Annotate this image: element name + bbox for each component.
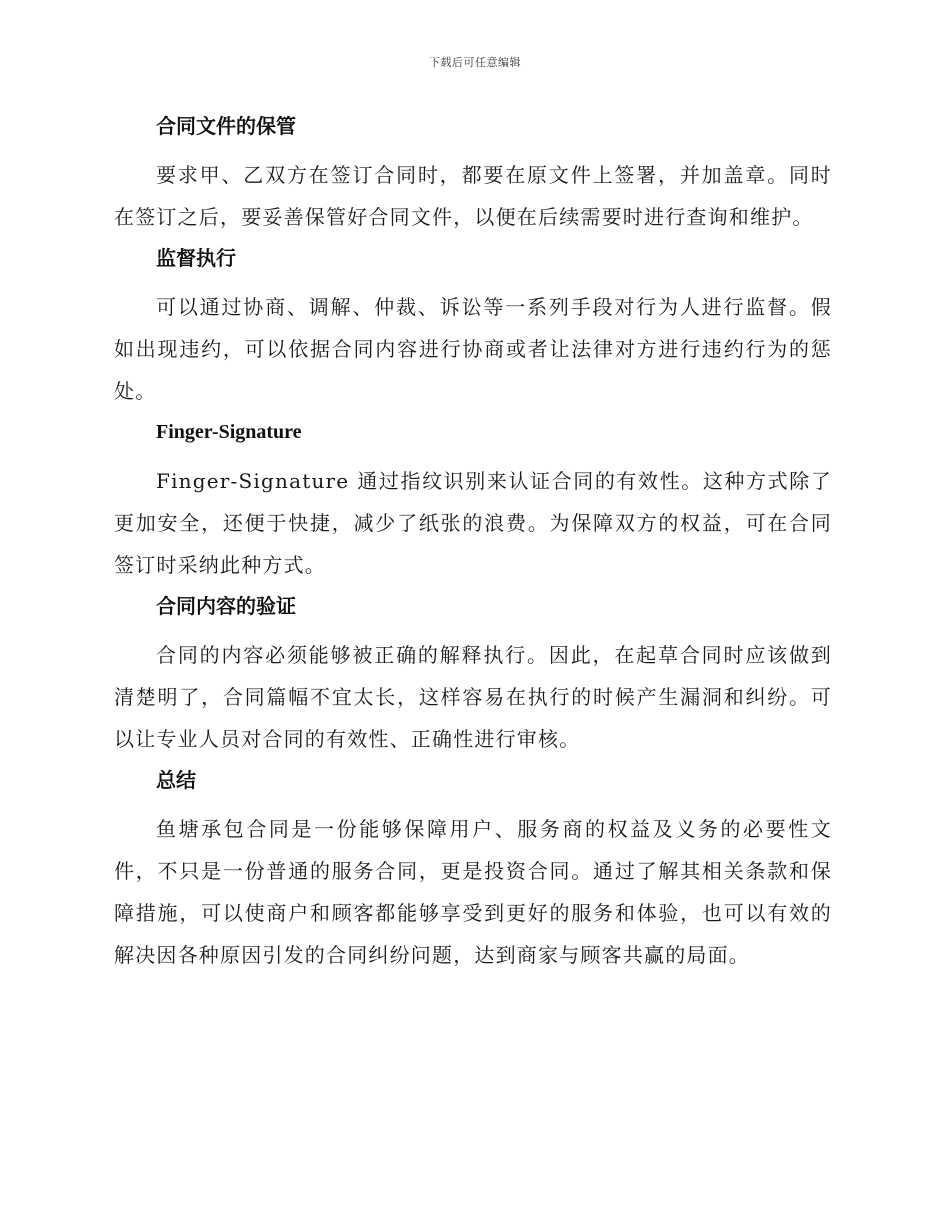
section-finger-signature (114, 418, 832, 586)
document-body (114, 112, 832, 982)
section-supervision (114, 244, 832, 412)
section-contract-storage (114, 112, 832, 238)
section-paragraph: 可以通过协商、调解、仲裁、诉讼等一系列手段对行为人进行监督。假如出现违约，可以依据合同内容进行协商或者让法律对方进行违约行为的惩处。 (114, 295, 832, 403)
page-header: 下载后可任意编辑 (429, 56, 521, 69)
section-paragraph: 要求甲、乙双方在签订合同时，都要在原文件上签署，并加盖章。同时在签订之后，要妥善保管好合同文件，以便在后续需要时进行查询和维护。 (114, 163, 832, 229)
section-summary (114, 766, 832, 976)
section-paragraph: 鱼塘承包合同是一份能够保障用户、服务商的权益及义务的必要性文件，不只是一份普通的服务合同，更是投资合同。通过了解其相关条款和保障措施，可以使商户和顾客都能够享受到更好的服务和体验，也可以有效的解决因各种原因引发的合同纠纷问题，达到商家与顾客共赢的局面。 (114, 817, 832, 967)
section-heading: 合同内容的验证 (156, 594, 296, 618)
section-paragraph: Finger-Signature 通过指纹识别来认证合同的有效性。这种方式除了更加安全，还便于快捷，减少了纸张的浪费。为保障双方的权益，可在合同签订时采纳此种方式。 (114, 469, 832, 577)
section-heading: Finger-Signature (156, 421, 302, 443)
section-paragraph: 合同的内容必须能够被正确的解释执行。因此，在起草合同时应该做到清楚明了，合同篇幅不宜太长，这样容易在执行的时候产生漏洞和纠纷。可以让专业人员对合同的有效性、正确性进行审核。 (114, 643, 832, 751)
section-heading: 监督执行 (156, 246, 236, 270)
section-content-verification (114, 592, 832, 760)
section-heading: 合同文件的保管 (156, 114, 296, 138)
section-heading: 总结 (156, 768, 196, 792)
